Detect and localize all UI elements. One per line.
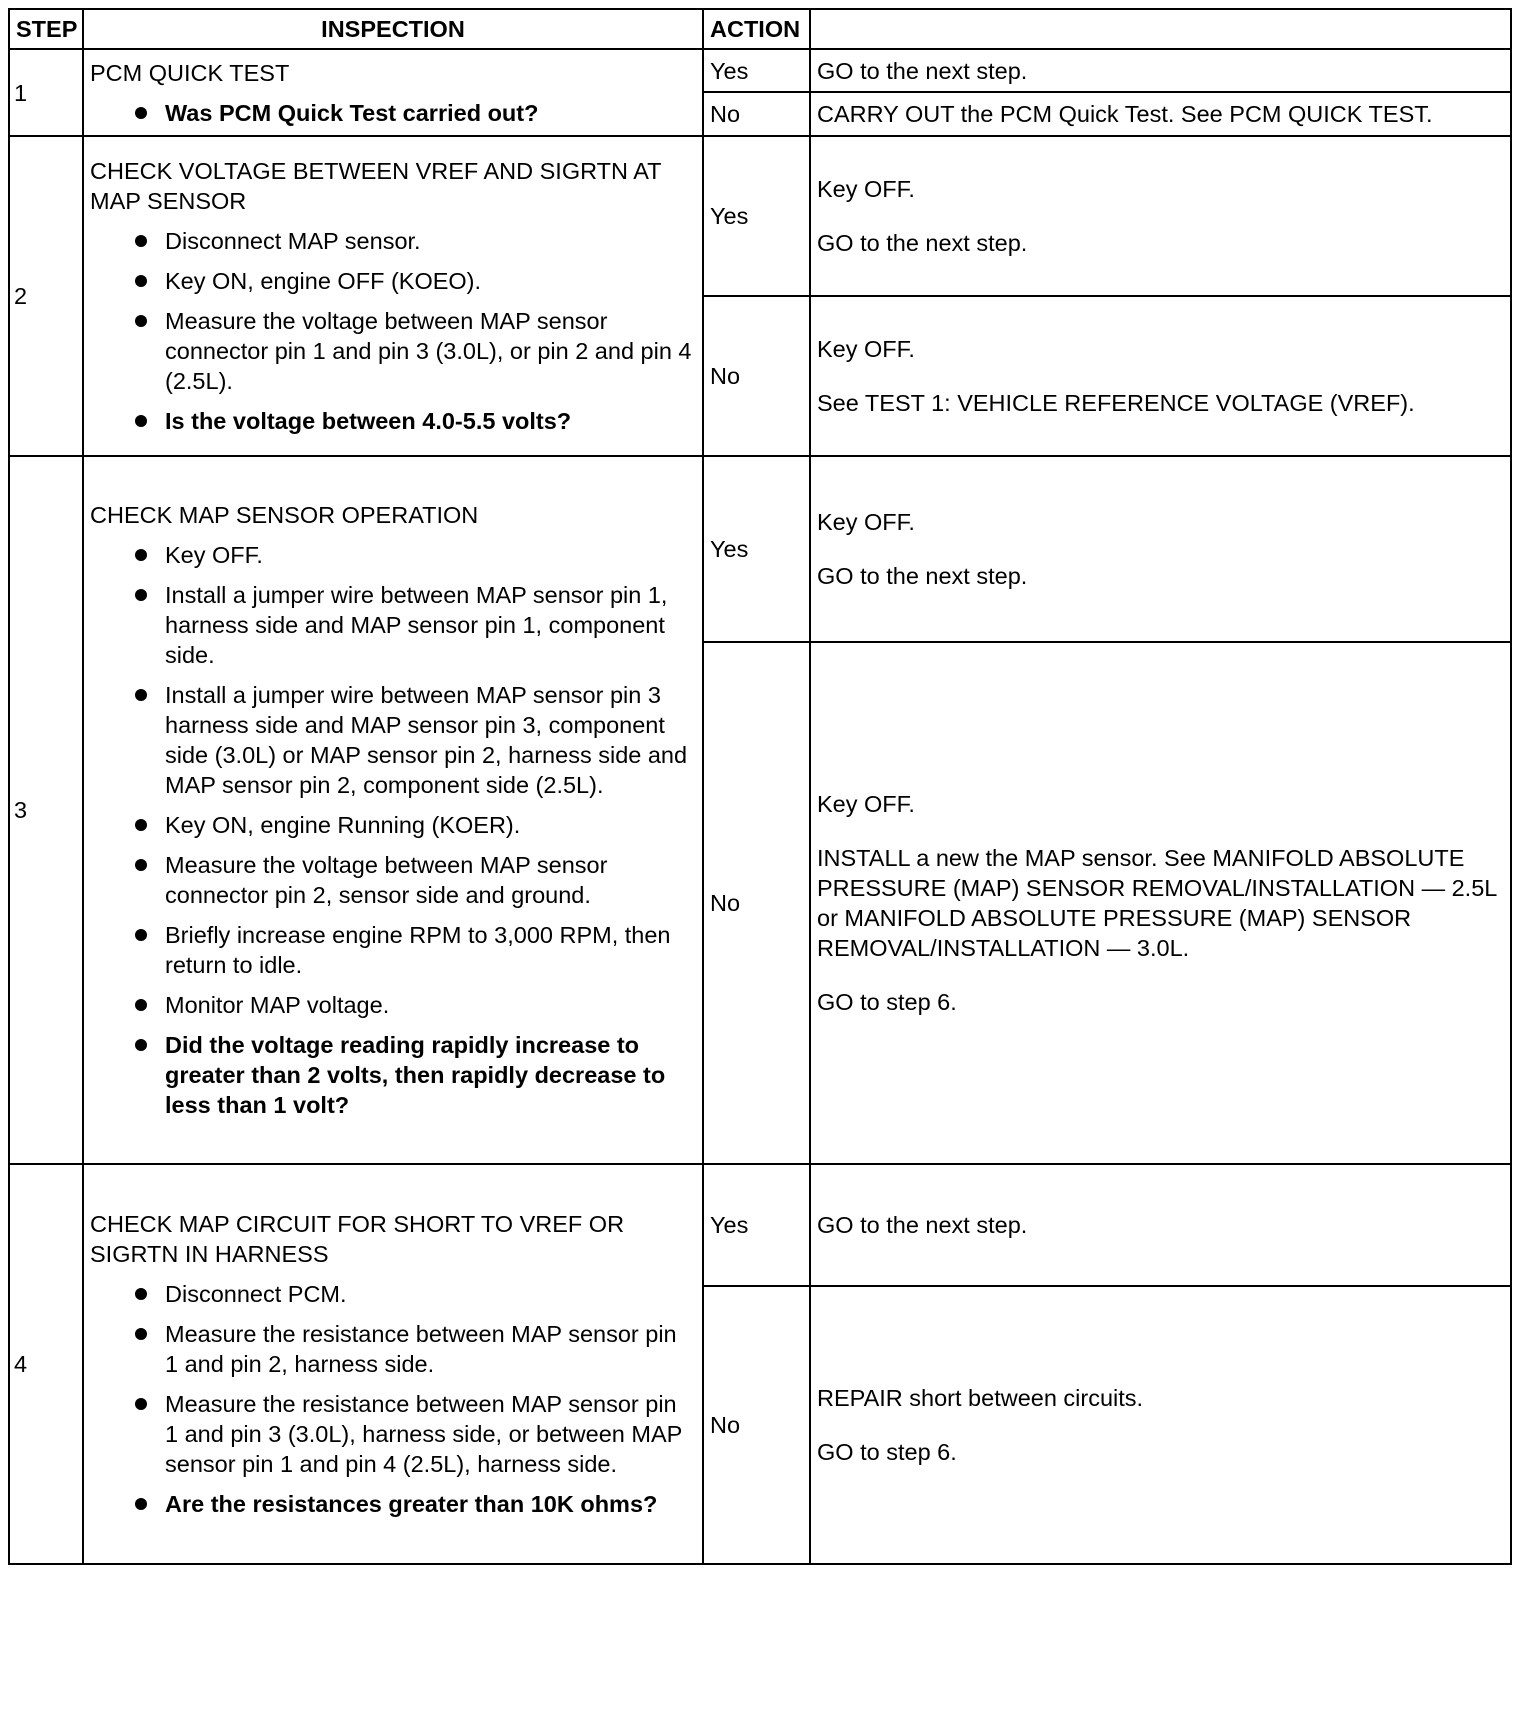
result-line: GO to step 6.	[817, 989, 957, 1015]
inspection-text: Are the resistances greater than 10K ohms?	[165, 1491, 658, 1517]
bullet-icon	[135, 589, 147, 601]
action-no: No	[703, 296, 810, 456]
inspection-step	[90, 810, 696, 840]
inspection-text: Install a jumper wire between MAP sensor pin 1, harness side and MAP sensor pin 1, component side.	[165, 582, 668, 668]
inspection-text: Was PCM Quick Test carried out?	[165, 99, 539, 126]
inspection-step	[90, 226, 696, 256]
inspection-cell	[83, 49, 703, 136]
inspection-list	[90, 98, 696, 128]
inspection-list	[90, 226, 696, 436]
inspection-step	[90, 1389, 696, 1479]
inspection-step	[90, 306, 696, 396]
inspection-step	[90, 266, 696, 296]
inspection-step	[90, 1319, 696, 1379]
header-row	[9, 9, 1511, 49]
bullet-icon	[135, 1398, 147, 1410]
bullet-icon	[135, 859, 147, 871]
inspection-text: Key ON, engine Running (KOER).	[165, 812, 521, 838]
result-yes	[810, 136, 1511, 296]
inspection-text: Did the voltage reading rapidly increase to greater than 2 volts, then rapidly decrease to less than 1 volt?	[165, 1032, 666, 1118]
result-line: CARRY OUT the PCM Quick Test. See PCM QUICK TEST.	[817, 101, 1433, 127]
step-number: 4	[9, 1164, 83, 1564]
inspection-text: Disconnect PCM.	[165, 1281, 347, 1307]
diagnostic-table	[8, 8, 1512, 1565]
bullet-icon	[135, 689, 147, 701]
bullet-icon	[135, 549, 147, 561]
bullet-icon	[135, 315, 147, 327]
bullet-icon	[135, 1288, 147, 1300]
inspection-question	[90, 1030, 696, 1120]
result-line: REPAIR short between circuits.	[817, 1385, 1144, 1411]
inspection-step	[90, 1279, 696, 1309]
inspection-text: Disconnect MAP sensor.	[165, 228, 421, 254]
inspection-step	[90, 990, 696, 1020]
result-line: Key OFF.	[817, 509, 915, 535]
result-no	[810, 642, 1511, 1164]
result-line: GO to the next step.	[817, 1212, 1028, 1238]
bullet-icon	[135, 999, 147, 1011]
step-row-yes	[9, 49, 1511, 92]
inspection-text: Briefly increase engine RPM to 3,000 RPM, then return to idle.	[165, 922, 671, 978]
bullet-icon	[135, 235, 147, 247]
result-line: Key OFF.	[817, 176, 915, 202]
header-action: ACTION	[703, 9, 810, 49]
inspection-text: Measure the resistance between MAP sensor pin 1 and pin 2, harness side.	[165, 1321, 677, 1377]
inspection-step	[90, 580, 696, 670]
inspection-step	[90, 850, 696, 910]
bullet-icon	[135, 1498, 147, 1510]
inspection-question	[90, 98, 696, 128]
result-line: GO to the next step.	[817, 230, 1028, 256]
inspection-text: Key ON, engine OFF (KOEO).	[165, 268, 482, 294]
inspection-question	[90, 1489, 696, 1519]
header-result	[810, 9, 1511, 49]
bullet-icon	[135, 1328, 147, 1340]
bullet-icon	[135, 1039, 147, 1051]
step-number: 2	[9, 136, 83, 456]
result-line: GO to the next step.	[817, 563, 1028, 589]
inspection-text: Install a jumper wire between MAP sensor pin 3 harness side and MAP sensor pin 3, component side (3.0L) or MAP sensor pin 2, harness side and MAP sensor pin 2, component side (2.5L).	[165, 682, 688, 798]
action-no: No	[703, 1286, 810, 1564]
step-number: 1	[9, 49, 83, 136]
action-no: No	[703, 642, 810, 1164]
header-inspection: INSPECTION	[83, 9, 703, 49]
inspection-cell	[83, 1164, 703, 1564]
inspection-text: Measure the voltage between MAP sensor connector pin 2, sensor side and ground.	[165, 852, 608, 908]
result-no	[810, 1286, 1511, 1564]
header-step: STEP	[9, 9, 83, 49]
action-yes: Yes	[703, 456, 810, 642]
inspection-text: Measure the resistance between MAP sensor pin 1 and pin 3 (3.0L), harness side, or between MAP sensor pin 1 and pin 4 (2.5L), harness side.	[165, 1391, 682, 1477]
action-yes: Yes	[703, 1164, 810, 1286]
bullet-icon	[135, 929, 147, 941]
inspection-title: PCM QUICK TEST	[90, 59, 290, 86]
result-line: GO to step 6.	[817, 1439, 957, 1465]
inspection-step	[90, 680, 696, 800]
inspection-step	[90, 540, 696, 570]
result-no	[810, 92, 1511, 136]
result-no	[810, 296, 1511, 456]
inspection-list	[90, 1279, 696, 1519]
result-line: See TEST 1: VEHICLE REFERENCE VOLTAGE (VREF).	[817, 390, 1415, 416]
action-no: No	[703, 92, 810, 136]
step-row-yes	[9, 136, 1511, 296]
step-number: 3	[9, 456, 83, 1164]
result-yes	[810, 1164, 1511, 1286]
bullet-icon	[135, 107, 147, 119]
step-row-yes	[9, 456, 1511, 642]
inspection-question	[90, 406, 696, 436]
result-line: Key OFF.	[817, 791, 915, 817]
inspection-text: Is the voltage between 4.0-5.5 volts?	[165, 408, 572, 434]
result-line: GO to the next step.	[817, 57, 1028, 84]
bullet-icon	[135, 415, 147, 427]
inspection-cell	[83, 456, 703, 1164]
result-yes	[810, 456, 1511, 642]
diagnostic-table-body	[9, 49, 1511, 1564]
step-row-yes	[9, 1164, 1511, 1286]
action-yes: Yes	[703, 136, 810, 296]
inspection-step	[90, 920, 696, 980]
result-yes	[810, 49, 1511, 92]
inspection-list	[90, 540, 696, 1120]
result-line: INSTALL a new the MAP sensor. See MANIFOLD ABSOLUTE PRESSURE (MAP) SENSOR REMOVAL/INSTALLATION — 2.5L or MANIFOLD ABSOLUTE PRESSURE (MAP) SENSOR REMOVAL/INSTALLATION — 3.0L.	[817, 845, 1497, 961]
inspection-text: Key OFF.	[165, 542, 263, 568]
inspection-title: CHECK MAP SENSOR OPERATION	[90, 502, 479, 528]
inspection-text: Monitor MAP voltage.	[165, 992, 390, 1018]
inspection-cell	[83, 136, 703, 456]
inspection-title: CHECK VOLTAGE BETWEEN VREF AND SIGRTN AT MAP SENSOR	[90, 158, 662, 214]
action-yes: Yes	[703, 49, 810, 92]
inspection-title: CHECK MAP CIRCUIT FOR SHORT TO VREF OR SIGRTN IN HARNESS	[90, 1211, 625, 1267]
result-line: Key OFF.	[817, 336, 915, 362]
inspection-text: Measure the voltage between MAP sensor connector pin 1 and pin 3 (3.0L), or pin 2 and pin 4 (2.5L).	[165, 308, 692, 394]
bullet-icon	[135, 275, 147, 287]
bullet-icon	[135, 819, 147, 831]
